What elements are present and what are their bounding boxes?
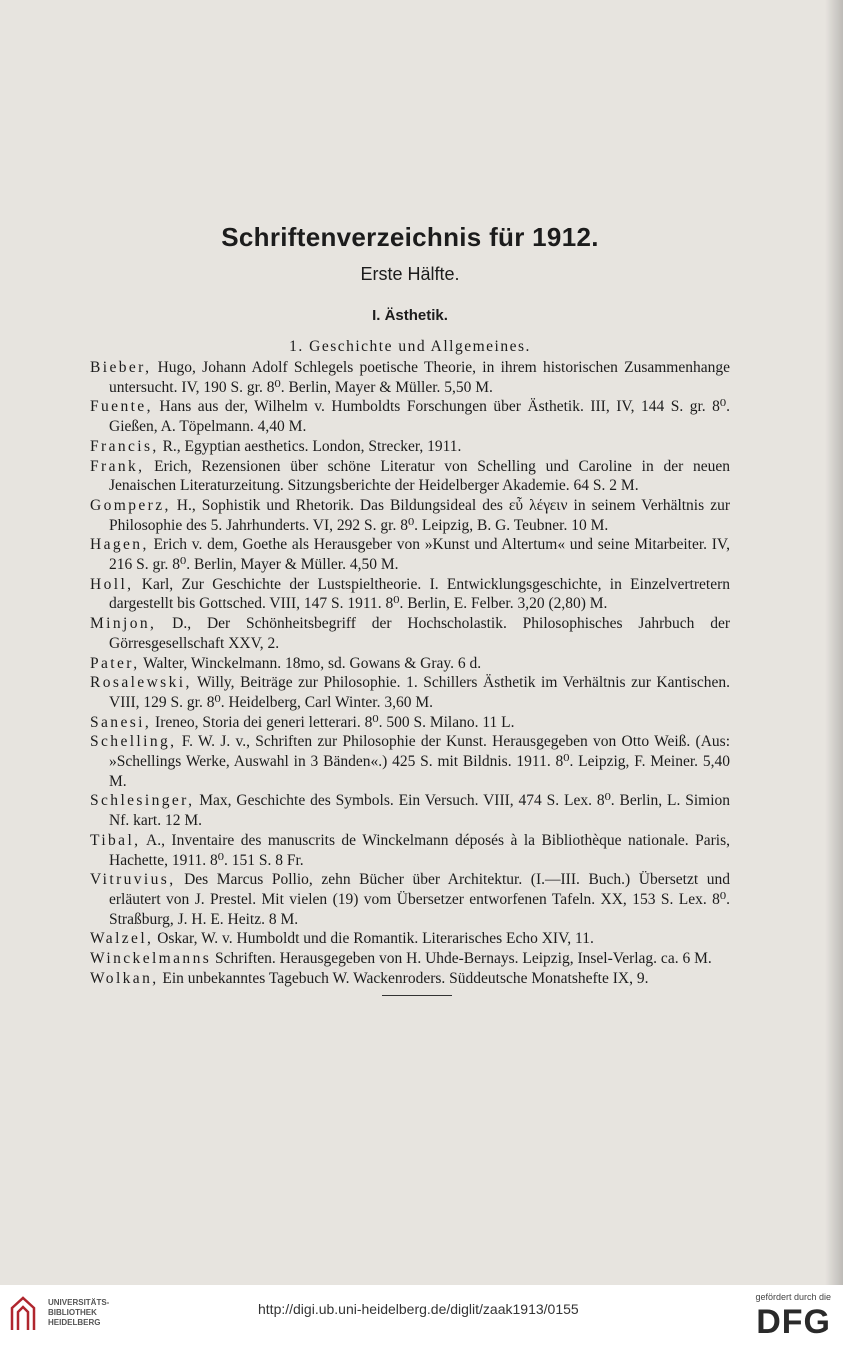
library-name — [48, 1298, 109, 1328]
subsection-heading: 1. Geschichte und Allgemeines. — [289, 338, 531, 355]
page-title: Schriftenverzeichnis für 1912. — [221, 222, 599, 252]
entry-author: Rosalewski, — [90, 674, 192, 692]
bibliography-entry — [90, 949, 730, 969]
entry-author: Minjon, — [90, 615, 157, 633]
sponsor-note: gefördert durch die — [755, 1292, 831, 1302]
entry-text: Hans aus der, Wilhelm v. Humboldts Forschungen über Ästhetik. III, IV, 144 S. gr. 8⁰. Gießen, A. Töpelmann. 4,40 M. — [109, 398, 730, 436]
entry-author: Hagen, — [90, 536, 149, 554]
library-name-line: UNIVERSITÄTS- BIBLIOTHEK HEIDELBERG — [48, 1298, 110, 1327]
entry-author: Schlesinger, — [90, 792, 195, 810]
bibliography-entry — [90, 437, 730, 457]
bibliography-entry — [90, 870, 730, 929]
entry-text: Schriften. Herausgegeben von H. Uhde-Bernays. Leipzig, Insel-Verlag. ca. 6 M. — [211, 950, 712, 968]
entry-author: Pater, — [90, 654, 140, 672]
entry-author: Schelling, — [90, 733, 177, 751]
entry-text: Erich v. dem, Goethe als Herausgeber von »Kunst und Altertum« und seine Mitarbeiter. IV, 216 S. gr. 8⁰. Berlin, Mayer & Müller. 4,50 M. — [109, 536, 730, 574]
entry-author: Wolkan, — [90, 969, 159, 987]
entry-text: F. W. J. v., Schriften zur Philosophie der Kunst. Herausgegeben von Otto Weiß. (Aus: »Schellings Werke, Auswahl in 3 Bänden«.) 425 S. mit Bildnis. 1911. 8⁰. Leipzig, F. Meiner. 5,40 M. — [109, 733, 730, 790]
bibliography-entry — [90, 457, 730, 496]
bibliography-list — [90, 358, 730, 989]
entry-text: Erich, Rezensionen über schöne Literatur von Schelling und Caroline in der neuen Jenaischen Literaturzeitung. Sitzungsberichte der Heidelberger Akademie. 64 S. 2 M. — [109, 457, 730, 495]
entry-author: Winckelmanns — [90, 950, 212, 968]
entry-author: Bieber, — [90, 359, 152, 376]
page-url-link[interactable]: http://digi.ub.uni-heidelberg.de/diglit/zaak1913/0155 — [258, 1301, 579, 1317]
entry-author: Francis, — [90, 437, 159, 455]
entry-text: Ireneo, Storia dei generi letterari. 8⁰. 500 S. Milano. 11 L. — [151, 713, 515, 731]
bibliography-entry — [90, 654, 730, 674]
bibliography-entry — [90, 929, 730, 949]
entry-author: Holl, — [90, 575, 134, 593]
page-content — [90, 222, 730, 996]
entry-text: Max, Geschichte des Symbols. Ein Versuch. VIII, 474 S. Lex. 8⁰. Berlin, L. Simion Nf. kart. 12 M. — [109, 792, 730, 830]
entry-author: Fuente, — [90, 398, 153, 416]
page-subtitle: Erste Hälfte. — [360, 264, 460, 284]
entry-author: Sanesi, — [90, 713, 152, 731]
bibliography-entry — [90, 358, 730, 397]
bibliography-entry — [90, 496, 730, 535]
bibliography-entry — [90, 575, 730, 614]
bibliography-entry — [90, 713, 730, 733]
entry-text: Willy, Beiträge zur Philosophie. 1. Schillers Ästhetik im Verhältnis zur Kantischen. VIII, 129 S. gr. 8⁰. Heidelberg, Carl Winter. 3,60 M. — [109, 674, 730, 711]
entry-text: Des Marcus Pollio, zehn Bücher über Architektur. (I.—III. Buch.) Übersetzt und erläutert von J. Prestel. Mit vielen (19) vom Übersetzer entworfenen Tafeln. XX, 153 S. Lex. 8⁰. Straßburg, J. H. E. Heitz. 8 M. — [109, 871, 730, 928]
entry-author: Walzel, — [90, 930, 154, 948]
viewer-footer — [0, 1285, 843, 1347]
entry-text: D., Der Schönheitsbegriff der Hochscholastik. Philosophisches Jahrbuch der Görresgesellschaft XXV, 2. — [109, 615, 730, 652]
bibliography-entry — [90, 732, 730, 791]
dfg-logo: DFG — [756, 1303, 831, 1341]
entry-text: Hugo, Johann Adolf Schlegels poetische Theorie, in ihrem historischen Zusammenhange untersucht. IV, 190 S. gr. 8⁰. Berlin, Mayer & Müller. 5,50 M. — [109, 359, 730, 396]
end-rule — [382, 995, 452, 996]
bibliography-entry — [90, 791, 730, 830]
bibliography-entry — [90, 969, 730, 989]
bibliography-entry — [90, 673, 730, 712]
entry-author: Tibal, — [90, 831, 141, 849]
entry-author: Frank, — [90, 457, 145, 475]
bibliography-entry — [90, 397, 730, 436]
bibliography-entry — [90, 614, 730, 653]
entry-author: Vitruvius, — [90, 871, 176, 889]
bibliography-entry — [90, 535, 730, 574]
entry-text: A., Inventaire des manuscrits de Winckelmann déposés à la Bibliothèque nationale. Paris, Hachette, 1911. 8⁰. 151 S. 8 Fr. — [109, 831, 730, 869]
entry-text: Walter, Winckelmann. 18mo, sd. Gowans & Gray. 6 d. — [139, 654, 482, 672]
entry-text: R., Egyptian aesthetics. London, Strecker, 1911. — [158, 437, 462, 455]
bibliography-entry — [90, 831, 730, 870]
entry-author: Gomperz, — [90, 496, 171, 514]
entry-text: Karl, Zur Geschichte der Lustspieltheorie. I. Entwicklungsgeschichte, in Einzelvertretern dargestellt bis Gottsched. VIII, 147 S. 1911. 8⁰. Berlin, E. Felber. 3,20 (2,80) M. — [109, 575, 730, 613]
library-logo-icon — [8, 1294, 38, 1334]
entry-text: Ein unbekanntes Tagebuch W. Wackenroders. Süddeutsche Monatshefte IX, 9. — [158, 969, 649, 987]
entry-text: Oskar, W. v. Humboldt und die Romantik. Literarisches Echo XIV, 11. — [153, 930, 594, 948]
section-heading: I. Ästhetik. — [372, 307, 448, 324]
entry-text: H., Sophistik und Rhetorik. Das Bildungsideal des εὖ λέγειν in seinem Verhältnis zur Philosophie des 5. Jahrhunderts. VI, 292 S. gr. 8⁰. Leipzig, B. G. Teubner. 10 M. — [109, 496, 730, 534]
